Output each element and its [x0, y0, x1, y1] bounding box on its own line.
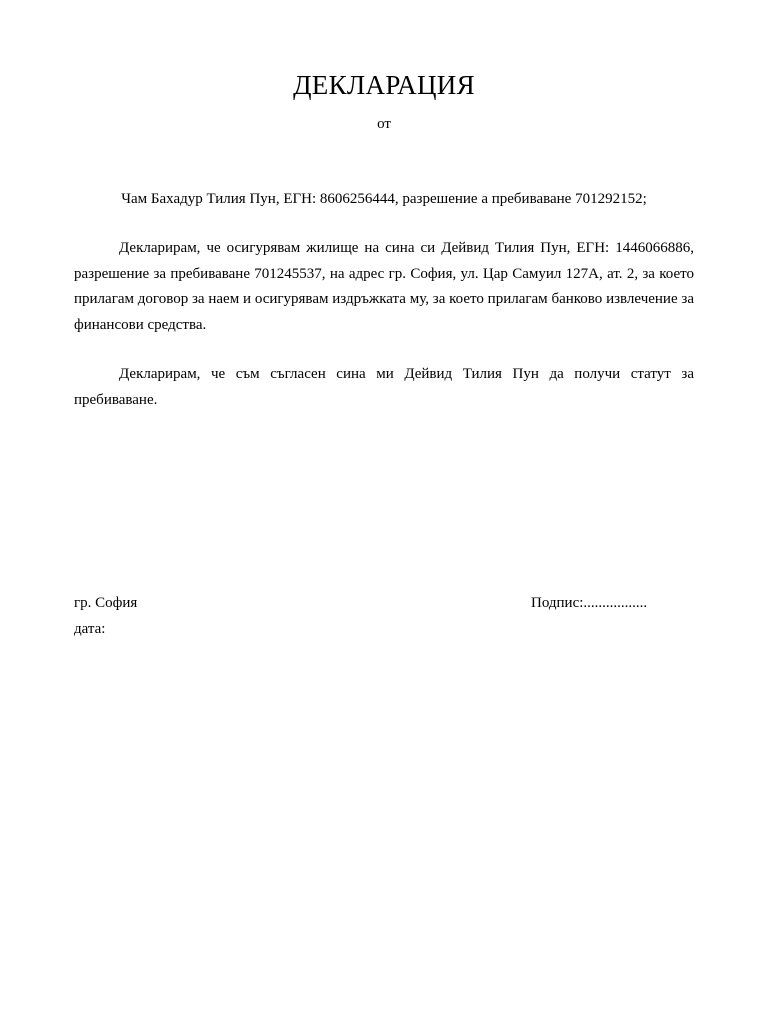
document-title: ДЕКЛАРАЦИЯ: [293, 70, 475, 100]
declaration-paragraph-housing: Декларирам, че осигурявам жилище на сина си Дейвид Тилия Пун, ЕГН: 1446066886, разрешение за пребиваване 701245537, на адрес гр. София, ул. Цар Самуил 127А, ат. 2, за което прилагам договор за наем и осигурявам издръжката му, за което прилагам банково извлечение за финансови средства.: [74, 240, 694, 333]
declarant-line: Чам Бахадур Тилия Пун, ЕГН: 8606256444, разрешение а пребиваване 701292152;: [121, 191, 647, 207]
footer-place-date: [74, 591, 137, 642]
footer-date-label: дата:: [74, 620, 106, 637]
footer-city: гр. София: [74, 595, 138, 611]
declaration-paragraph-consent: Декларирам, че съм съгласен сина ми Дейвид Тилия Пун да получи статут за пребиваване.: [74, 366, 694, 408]
document-subtitle: от: [377, 116, 391, 132]
footer-signature: Подпис:.................: [531, 595, 648, 611]
